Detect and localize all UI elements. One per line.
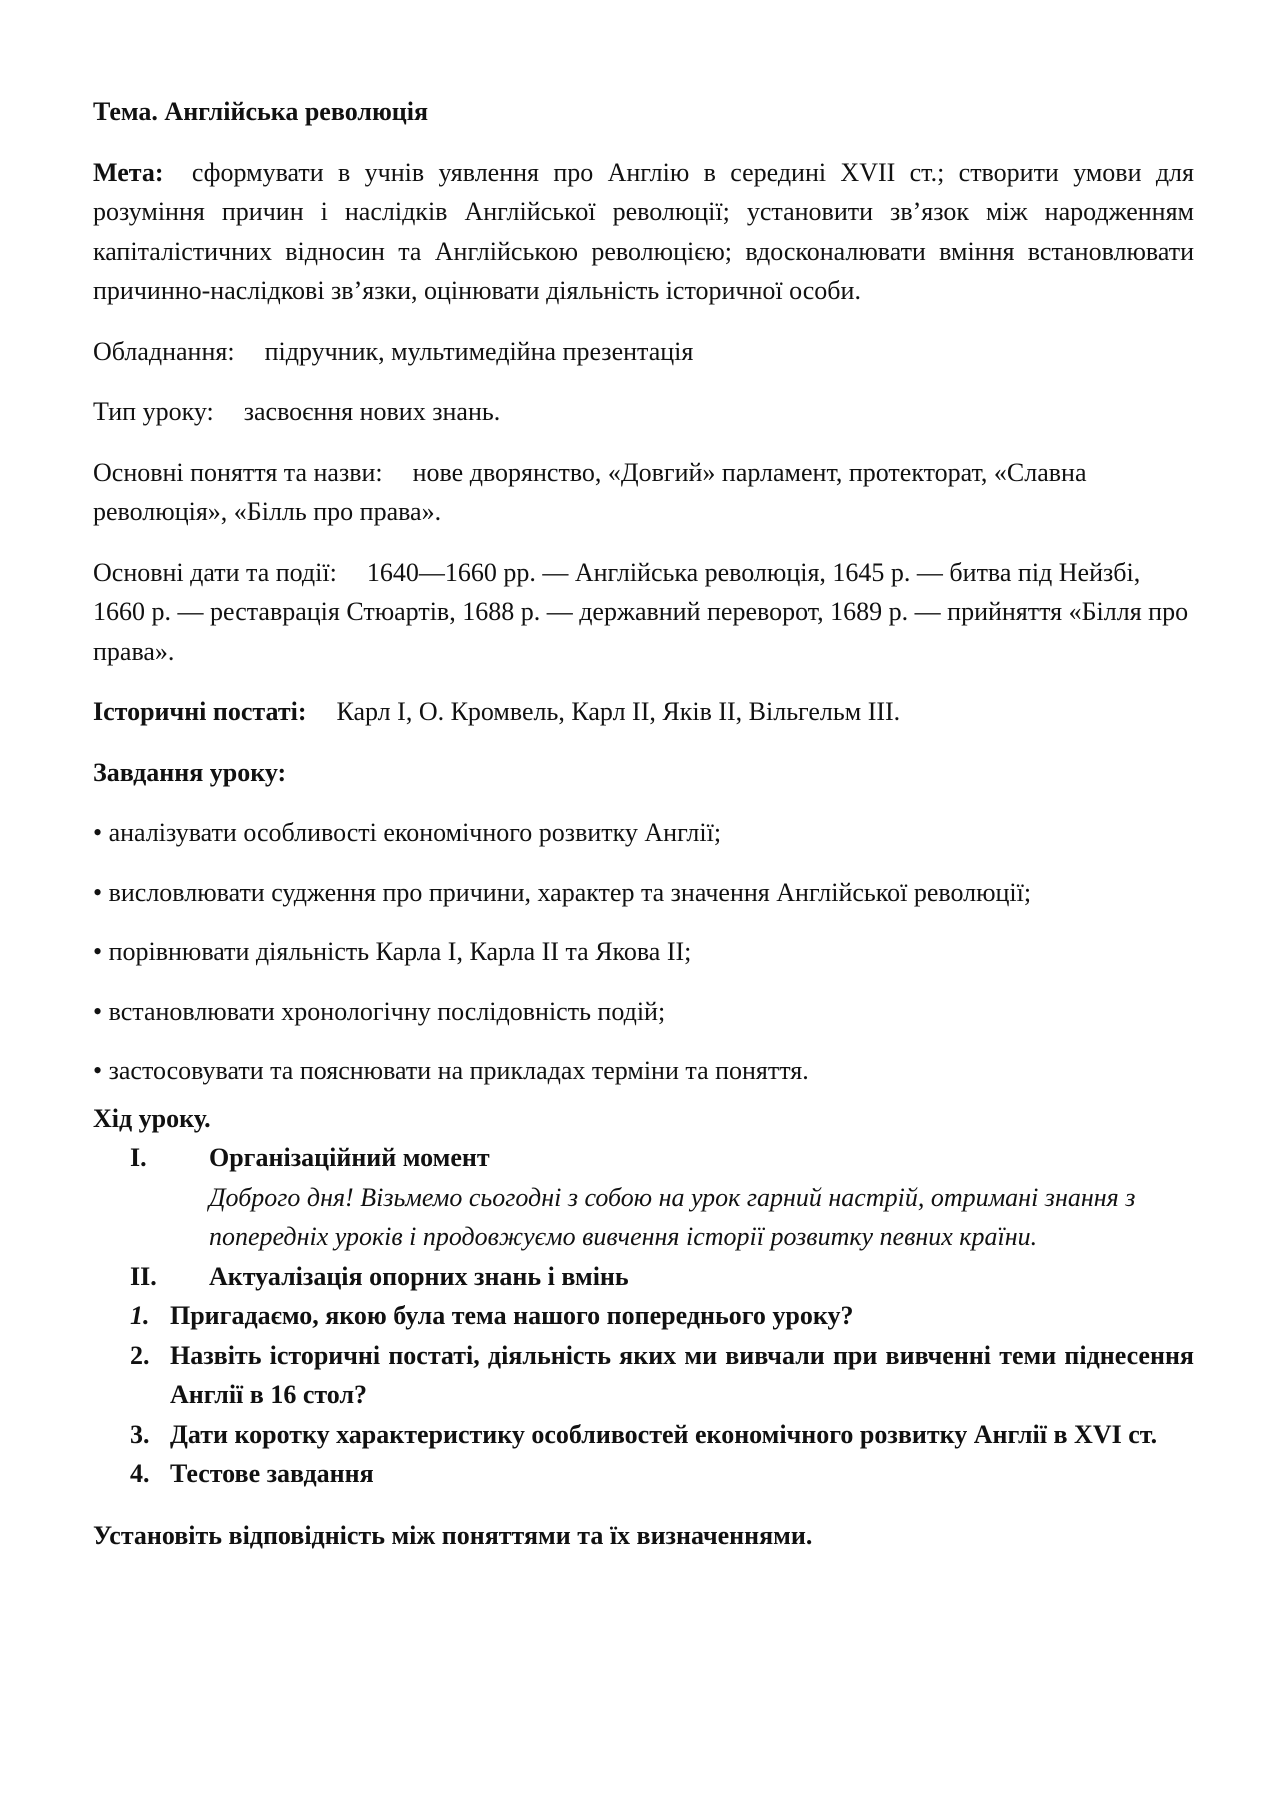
question-text: Тестове завдання [170,1459,374,1488]
task-item: • застосовувати та пояснювати на прикладах терміни та поняття. [93,1056,809,1085]
question-item [93,1454,1194,1494]
task-item: • висловлювати судження про причини, характер та значення Англійської революції; [93,877,1032,907]
lesson-title: Тема. Англійська революція [93,97,429,126]
question-number: 1. [130,1301,150,1330]
task-item: • встановлювати хронологічну послідовність подій; [93,996,666,1026]
lesson-flow-heading: Хід уроку. [93,1103,211,1133]
equipment-text: підручник, мультимедійна презентація [264,336,694,366]
question-number: 3. [130,1419,150,1449]
figures-label: Історичні постаті: [93,697,307,726]
figures-text: Карл І, О. Кромвель, Карл ІІ, Яків ІІ, Вільгельм ІІІ. [336,697,901,726]
section-title: Актуалізація опорних знань і вмінь [209,1261,629,1291]
concepts-paragraph [93,453,1194,532]
question-item [93,1296,1194,1336]
document-page [93,92,1194,1555]
dates-label: Основні дати та події: [93,557,337,587]
question-number: 4. [130,1459,150,1488]
dates-text: 1640—1660 рр. — Англійська революція, 1645 р. — битва під Нейзбі, 1660 р. — реставрація Стюартів, 1688 р. — державний переворот, 1689 р. — прийняття «Білля про права». [93,557,1189,666]
question-text: Дати коротку характеристику особливостей економічного розвитку Англії в XVI ст. [170,1419,1158,1449]
section-number: II. [130,1261,157,1291]
tasks-heading: Завдання уроку: [93,757,287,787]
question-text: Назвіть історичні постаті, діяльність яких ми вивчали при вивченні теми піднесення Англії в 16 стол? [170,1340,1194,1409]
concepts-label: Основні поняття та назви: [93,457,383,487]
equipment-paragraph [93,332,1194,372]
figures-paragraph [93,692,1194,732]
section-actualization [93,1257,1194,1297]
question-text: Пригадаємо, якою була тема нашого попереднього уроку? [170,1301,854,1330]
question-number: 2. [130,1340,150,1370]
final-instruction: Установіть відповідність між поняттями та їх визначеннями. [93,1520,813,1550]
dates-paragraph [93,553,1194,672]
task-item: • порівнювати діяльність Карла І, Карла ІІ та Якова ІІ; [93,937,692,966]
section-number: I. [130,1143,147,1172]
goal-text: сформувати в учнів уявлення про Англію в середині XVII ст.; створити умови для розуміння причин і наслідків Англійської революції; установити зв’язок між народженням капіталістичних відносин та Англійською революцією; вдосконалювати вміння встановлювати причинно-наслідкові зв’язки, оцінювати діяльність історичної особи. [93,157,1194,305]
section-organizational [93,1138,1194,1257]
concepts-text: нове дворянство, «Довгий» парламент, протекторат, «Славна революція», «Білль про права». [93,457,1087,526]
greeting-text: Доброго дня! Візьмемо сьогодні з собою на урок гарний настрій, отримані знання з попередніх уроків і продовжуємо вивчення історії розвитку певних країни. [209,1182,1136,1251]
section-title: Організаційний момент [209,1143,490,1172]
goal-label: Мета: [93,157,164,187]
question-item [93,1415,1194,1455]
equipment-label: Обладнання: [93,336,235,366]
lesson-type-label: Тип уроку: [93,397,214,426]
lesson-type-text: засвоєння нових знань. [243,397,501,426]
task-item: • аналізувати особливості економічного розвитку Англії; [93,818,722,847]
lesson-type-paragraph [93,392,1194,432]
question-item [93,1336,1194,1415]
goal-paragraph [93,153,1194,311]
